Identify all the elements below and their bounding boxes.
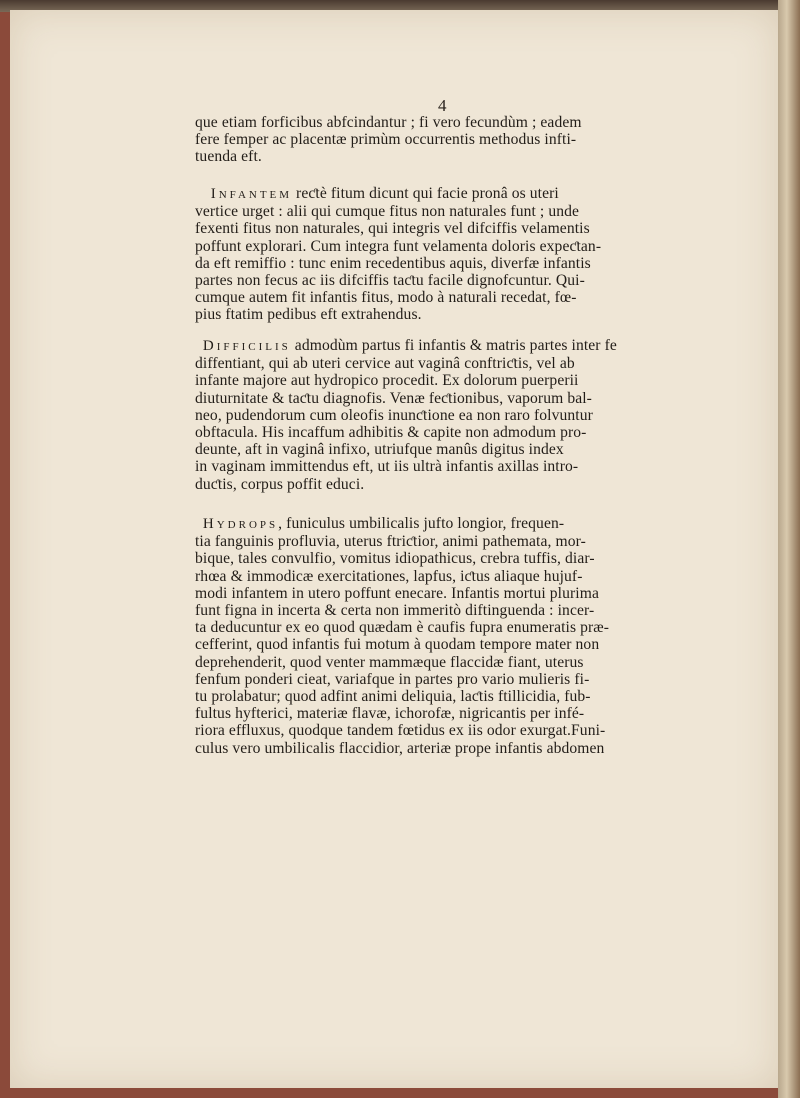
paragraph-difficilis (195, 337, 660, 493)
book-fore-edge (778, 0, 800, 1098)
text-line: fexenti fitus non naturales, qui integris vel difciffis velamentis (195, 220, 590, 238)
text-line: fultus hyfterici, materiæ flavæ, ichorofæ, nigricantis per infé- (195, 705, 585, 723)
text-line: neo, pudendorum cum oleofis inunƈtione ea non raro folvuntur (195, 406, 593, 424)
text-line: tia fanguinis profluvia, uterus ftriƈtior, animi pathemata, mor- (195, 533, 586, 551)
text-line: tuenda eft. (195, 148, 262, 166)
text-line: diuturnitate & taƈtu diagnofis. Venæ feƈtionibus, vaporum bal- (195, 389, 592, 407)
paragraph-lead-word: Hydrops (202, 516, 279, 532)
page-number: 4 (438, 96, 447, 115)
text-line: infante majore aut hydropico procedit. Ex dolorum puerperii (195, 372, 579, 390)
paragraph-lead-word: Difficilis (202, 338, 291, 354)
text-line: diffentiant, qui ab uteri cervice aut vaginâ conftriƈtis, vel ab (195, 355, 575, 373)
text-line-rest: , funiculus umbilicalis jufto longior, frequen- (278, 515, 565, 532)
book-page (10, 10, 778, 1088)
text-line: obftacula. His incaffum adhibitis & capite non admodum pro- (195, 424, 587, 442)
paragraph-1 (195, 114, 660, 166)
text-line: riora effluxus, quodque tandem fœtidus ex iis odor exurgat.Funi- (195, 722, 606, 740)
text-line-rest: admodùm partus fi infantis & matris partes inter fe (290, 337, 617, 354)
text-line: tu prolabatur; quod adfint animi deliquia, laƈtis ftillicidia, fub- (195, 688, 591, 706)
text-line: modi infantem in utero poffunt enecare. Infantis mortui plurima (195, 584, 599, 602)
text-line: poffunt explorari. Cum integra funt velamenta doloris expeƈtan- (195, 237, 602, 255)
text-line: da eft remiffio : tunc enim recedentibus aquis, diverfæ infantis (195, 254, 591, 272)
text-line: cumque autem fit infantis fitus, modo à naturali recedat, fœ- (195, 289, 577, 307)
text-line: ta deducuntur ex eo quod quædam è caufis fupra enumeratis præ- (195, 619, 610, 637)
text-line: que etiam forficibus abfcindantur ; fi vero fecundùm ; eadem (195, 114, 582, 131)
text-line: vertice urget : alii qui cumque fitus non naturales funt ; unde (195, 203, 580, 221)
text-line-rest: reƈtè fitum dicunt qui facie pronâ os uteri (292, 185, 559, 202)
paragraph-lead-word: Infantem (210, 186, 293, 202)
text-line: partes non fecus ac iis difciffis taƈtu facile dignofcuntur. Qui- (195, 272, 585, 290)
text-line: funt figna in incerta & certa non immeritò diftinguenda : incer- (195, 602, 595, 620)
paragraph-infantem (195, 185, 660, 324)
text-line: rhœa & immodicæ exercitationes, lapfus, iƈtus aliaque hujuf- (195, 567, 583, 585)
text-line: cefferint, quod infantis fui motum à quodam tempore mater non (195, 636, 600, 654)
text-line: culus vero umbilicalis flaccidior, arteriæ prope infantis abdomen (195, 739, 605, 757)
text-line: deunte, aft in vaginâ infixo, utriufque manûs digitus index (195, 441, 564, 459)
text-line (195, 337, 660, 355)
text-line: duƈtis, corpus poffit educi. (195, 475, 365, 493)
text-line: fere femper ac placentæ primùm occurrentis methodus infti- (195, 131, 577, 149)
text-line: bique, tales convulfio, vomitus idiopathicus, crebra tuffis, diar- (195, 550, 595, 568)
text-line (195, 515, 660, 533)
text-line: deprehenderit, quod venter mammæque flaccidæ fiant, uterus (195, 653, 584, 671)
text-line: pius ftatim pedibus eft extrahendus. (195, 306, 422, 324)
paragraph-hydrops (195, 515, 660, 757)
text-line: fenfum ponderi cieat, variafque in partes pro vario mulieris fi- (195, 670, 590, 688)
text-line (195, 185, 660, 203)
text-line: in vaginam immittendus eft, ut iis ultrà infantis axillas intro- (195, 458, 579, 476)
